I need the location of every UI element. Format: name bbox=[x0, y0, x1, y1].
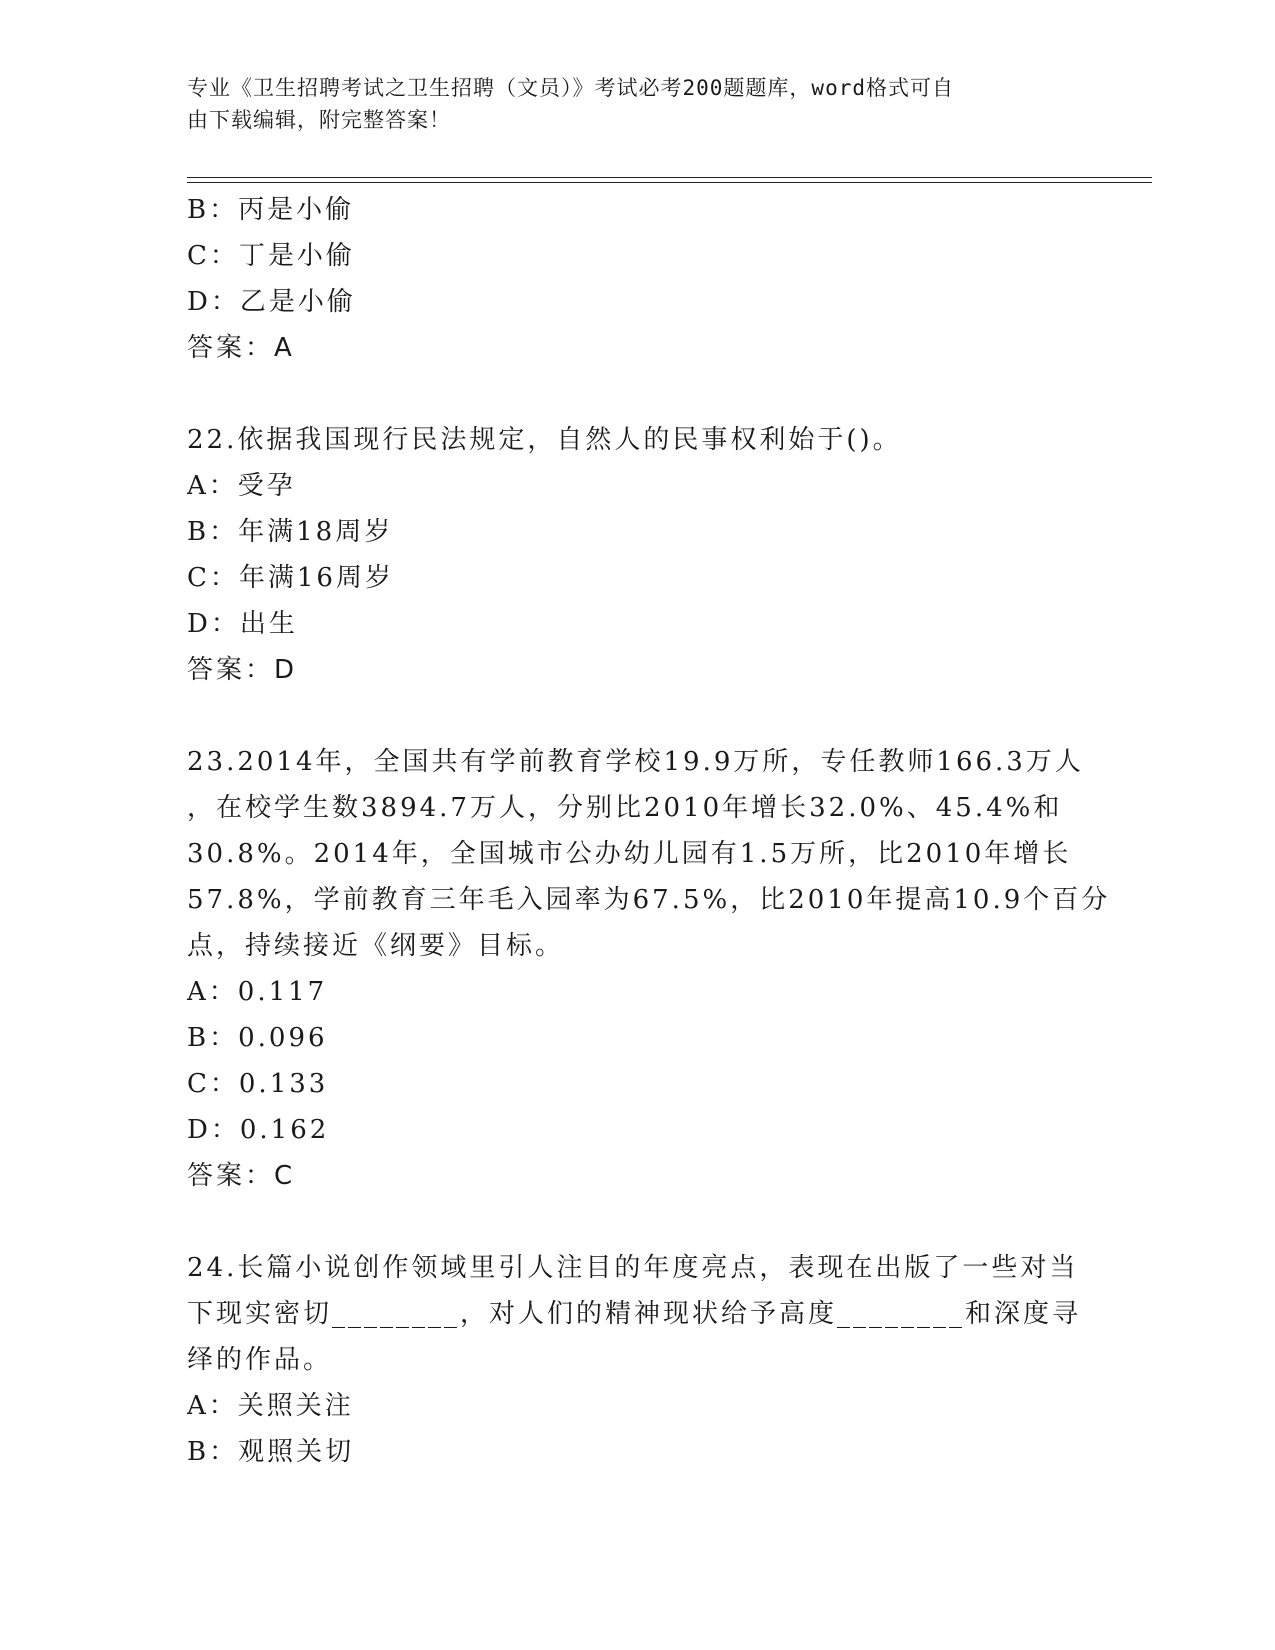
answer-line: 答案：A bbox=[187, 333, 295, 363]
question-text-line: 点，持续接近《纲要》目标。 bbox=[187, 931, 565, 961]
question-text-line: 22.依据我国现行民法规定，自然人的民事权利始于()。 bbox=[187, 425, 902, 455]
answer-line: 答案：C bbox=[187, 1161, 296, 1191]
option-d: D：出生 bbox=[187, 609, 298, 639]
spacer bbox=[187, 693, 1087, 739]
option-a: A：受孕 bbox=[187, 471, 296, 501]
document-header bbox=[187, 72, 1067, 136]
spacer bbox=[187, 371, 1087, 417]
question-text-line: 30.8%。2014年，全国城市公办幼儿园有1.5万所，比2010年增长 bbox=[187, 839, 1072, 869]
header-divider-top bbox=[187, 177, 1152, 178]
question-text-line: 23.2014年，全国共有学前教育学校19.9万所，专任教师166.3万人 bbox=[187, 747, 1084, 777]
option-a: A：0.117 bbox=[187, 977, 328, 1007]
question-22 bbox=[187, 417, 1087, 693]
question-list bbox=[187, 187, 1111, 1475]
question-text bbox=[187, 1245, 1087, 1383]
option-b: B：0.096 bbox=[187, 1023, 328, 1053]
option-c: C：丁是小偷 bbox=[187, 241, 355, 271]
question-text-line: ，在校学生数3894.7万人，分别比2010年增长32.0%、45.4%和 bbox=[187, 793, 1063, 823]
answer-line: 答案：D bbox=[187, 655, 298, 685]
option-b: B：观照关切 bbox=[187, 1437, 355, 1467]
spacer bbox=[187, 1199, 1087, 1245]
option-c: C：年满16周岁 bbox=[187, 563, 394, 593]
question-text-line: 绎的作品。 bbox=[187, 1345, 333, 1375]
question-text bbox=[187, 417, 1087, 463]
header-divider-bottom bbox=[187, 182, 1152, 183]
header-line-2: 由下载编辑，附完整答案！ bbox=[187, 108, 451, 132]
question-text bbox=[187, 739, 1111, 969]
option-b: B：年满18周岁 bbox=[187, 517, 394, 547]
question-21-continuation bbox=[187, 187, 1087, 371]
question-23 bbox=[187, 739, 1111, 1199]
option-d: D：0.162 bbox=[187, 1115, 330, 1145]
question-24 bbox=[187, 1245, 1087, 1475]
question-text-line: 24.长篇小说创作领域里引人注目的年度亮点，表现在出版了一些对当 bbox=[187, 1253, 1079, 1283]
option-b: B：丙是小偷 bbox=[187, 195, 355, 225]
question-text-line: 下现实密切________，对人们的精神现状给予高度________和深度寻 bbox=[187, 1299, 1082, 1329]
option-a: A：关照关注 bbox=[187, 1391, 354, 1421]
option-c: C：0.133 bbox=[187, 1069, 329, 1099]
option-d: D：乙是小偷 bbox=[187, 287, 356, 317]
header-line-1: 专业《卫生招聘考试之卫生招聘（文员）》考试必考200题题库，word格式可自 bbox=[187, 76, 954, 100]
question-text-line: 57.8%，学前教育三年毛入园率为67.5%，比2010年提高10.9个百分 bbox=[187, 885, 1111, 915]
